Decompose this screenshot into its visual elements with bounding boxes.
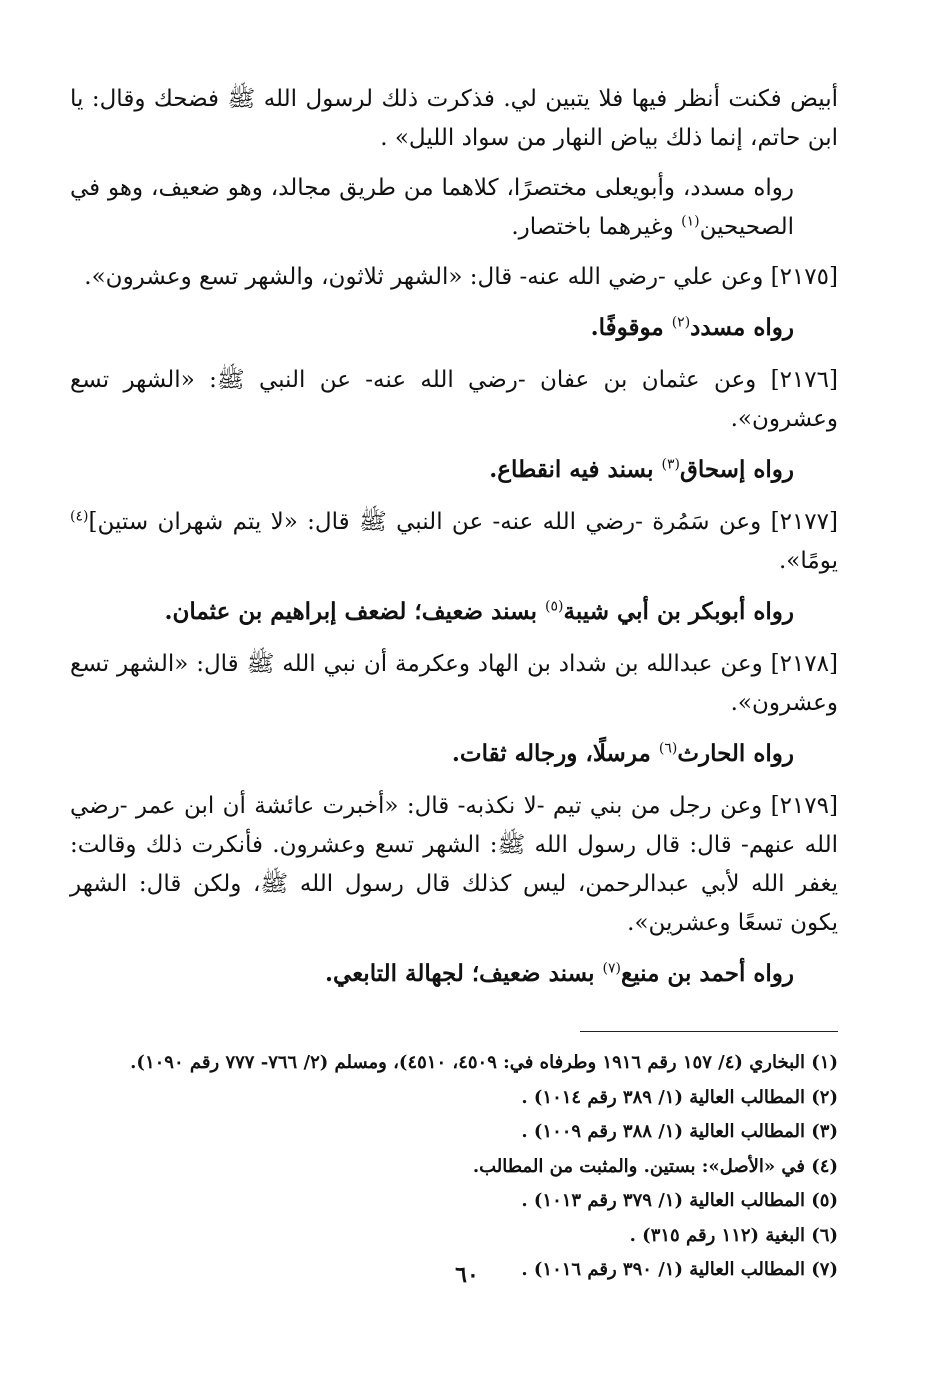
- footnote-3: (٣) المطالب العالية (١/ ٣٨٨ رقم ١٠٠٩) .: [521, 1121, 838, 1142]
- text-run: رواه إسحاق: [679, 456, 794, 483]
- footnote-marker[interactable]: (٥): [545, 598, 564, 615]
- footnote-6: (٦) البغية (١١٢ رقم ٣١٥) .: [629, 1224, 838, 1246]
- text-run: مرسلًا، ورجاله ثقات.: [451, 740, 659, 767]
- text-run: رواه أحمد بن منيع: [620, 960, 794, 987]
- hadith-2175: [٢١٧٥] وعن علي -رضي الله عنه- قال: «الشهر ثلاثون، والشهر تسع وعشرون».: [84, 264, 838, 290]
- footnote-marker[interactable]: (٢): [671, 314, 691, 331]
- source-2177: [70, 592, 838, 631]
- hadith-2179: [٢١٧٩] وعن رجل من بني تيم -لا نكذبه- قال: «أخبرت عائشة أن ابن عمر -رضي الله عنهم- قال: قال رسول الله ﷺ: الشهر تسع وعشرون. فأنكرت ذلك وقالت: يغفر الله لأبي عبدالرحمن، ليس كذلك قال رسول الله ﷺ، ولكن قال: الشهر يكون تسعًا وعشرين».: [70, 793, 838, 936]
- text-run: [٢١٧٧] وعن سَمُرة -رضي الله عنه- عن النبي ﷺ قال: «لا يتم شهران ستين]: [88, 509, 838, 535]
- footnote-5: (٥) المطالب العالية (١/ ٣٧٩ رقم ١٠١٣) .: [521, 1190, 838, 1211]
- footnote-4: (٤) في «الأصل»: بستين. والمثبت من المطالب.: [472, 1155, 838, 1177]
- footnotes: [70, 1046, 838, 1288]
- text-run: موقوفًا.: [590, 314, 672, 341]
- footnote-marker[interactable]: (٧): [602, 960, 621, 977]
- text-run: رواه الحارث: [677, 740, 794, 767]
- main-text: [70, 80, 838, 993]
- text-run: بسند ضعيف؛ لضعف إبراهيم بن عثمان.: [164, 598, 546, 625]
- footnote-2: (٢) المطالب العالية (١/ ٣٨٩ رقم ١٠١٤) .: [521, 1086, 838, 1108]
- text-run: وغيرهما باختصار.: [511, 214, 682, 240]
- footnote-marker[interactable]: (٦): [658, 740, 678, 757]
- text-run: بسند فيه انقطاع.: [489, 456, 662, 483]
- text-run: بسند ضعيف؛ لجهالة التابعي.: [325, 960, 603, 987]
- source-2176: [70, 450, 838, 489]
- paragraph-continuation: أبيض فكنت أنظر فيها فلا يتبين لي. فذكرت ذلك لرسول الله ﷺ فضحك وقال: يا ابن حاتم، إنما ذلك بياض النهار من سواد الليل» .: [70, 86, 838, 151]
- paragraph-source-note: [70, 169, 838, 247]
- hadith-2176: [٢١٧٦] وعن عثمان بن عفان -رضي الله عنه- عن النبي ﷺ: «الشهر تسع وعشرون».: [70, 367, 838, 432]
- hadith-2177: [70, 503, 838, 581]
- footnote-marker[interactable]: (٣): [661, 456, 680, 473]
- source-2178: [70, 734, 838, 773]
- source-2175: [70, 308, 838, 347]
- footnote-1: (١) البخاري (٤/ ١٥٧ رقم ١٩١٦ وطرفاه في: ٤٥٠٩، ٤٥١٠)، ومسلم (٢/ ٧٦٦- ٧٧٧ رقم ١٠٩٠).: [130, 1052, 838, 1073]
- text-run: يومًا».: [779, 548, 838, 574]
- footnote-marker[interactable]: (٤): [70, 508, 89, 525]
- footnote-marker[interactable]: (١): [681, 213, 700, 230]
- page-number: ٦٠: [455, 1262, 479, 1288]
- footnote-7: (٧) المطالب العالية (١/ ٣٩٠ رقم ١٠١٦) .: [521, 1259, 838, 1280]
- text-run: رواه مسدد، وأبويعلى مختصرًا، كلاهما من طريق مجالد، وهو ضعيف، وهو في الصحيحين: [70, 175, 794, 240]
- text-run: رواه أبوبكر بن أبي شيبة: [563, 598, 794, 625]
- footnote-separator: [580, 1031, 838, 1032]
- text-run: رواه مسدد: [690, 314, 794, 341]
- source-2179: [70, 954, 838, 993]
- hadith-2178: [٢١٧٨] وعن عبدالله بن شداد بن الهاد وعكرمة أن نبي الله ﷺ قال: «الشهر تسع وعشرون».: [70, 651, 838, 716]
